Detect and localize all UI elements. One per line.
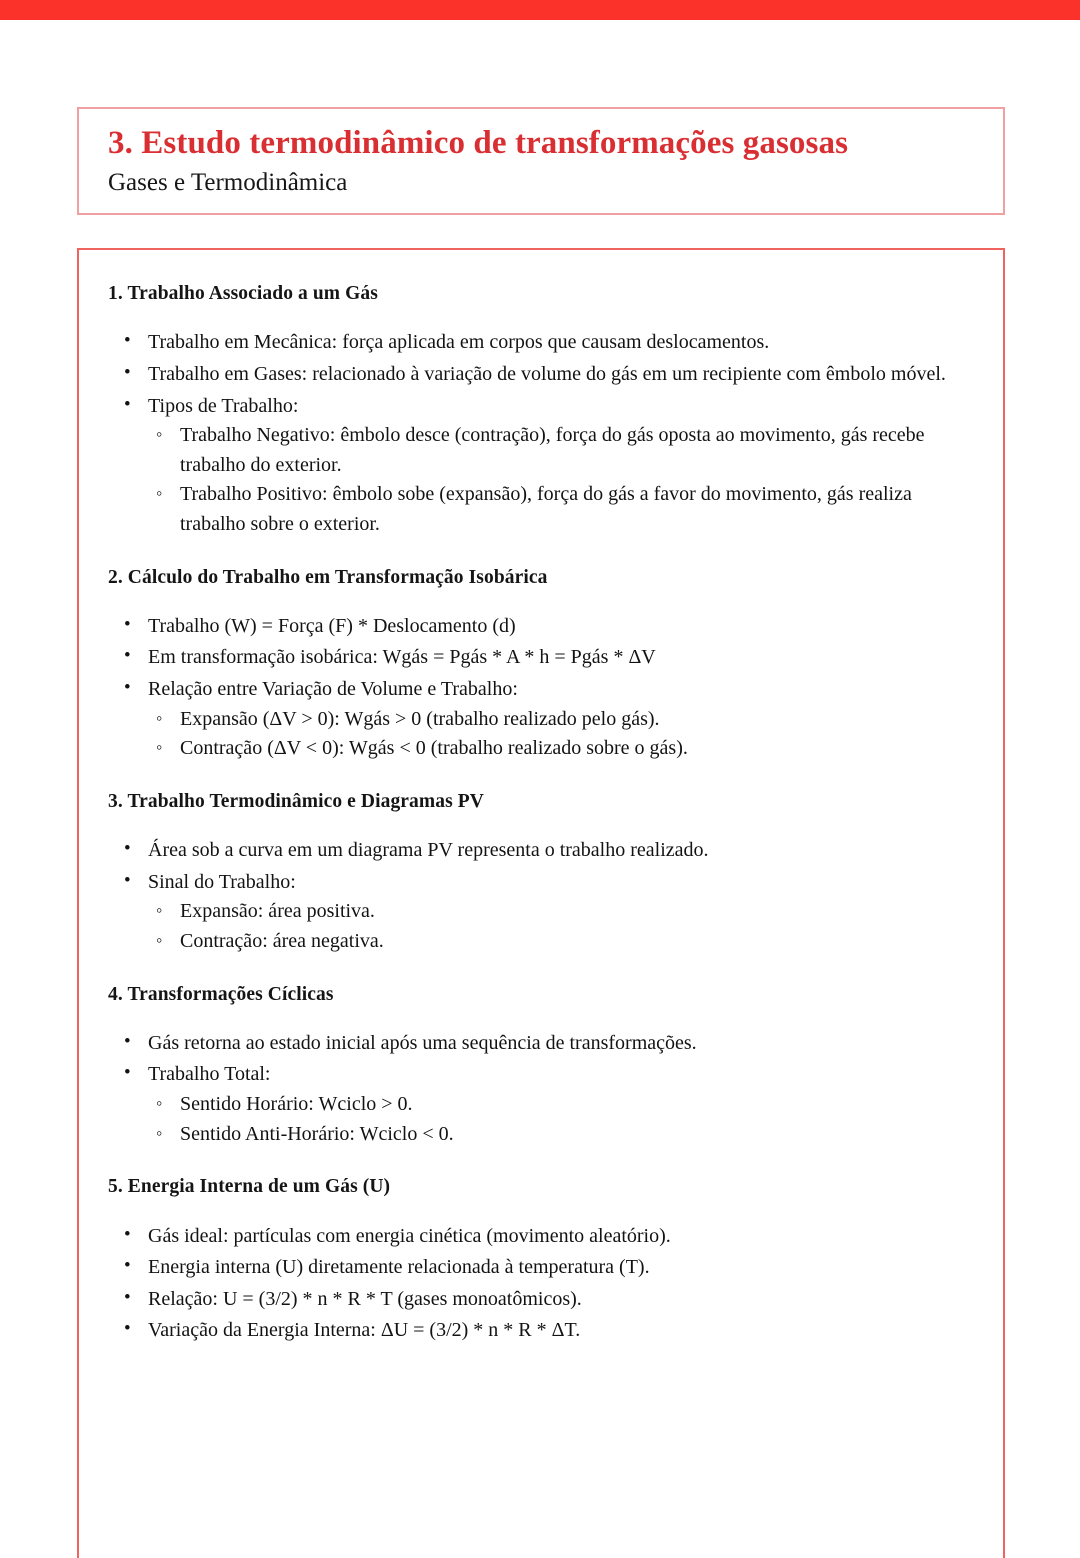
- document-section: [108, 789, 979, 957]
- bullet-list: [108, 612, 979, 764]
- top-accent-bar: [0, 0, 1080, 20]
- sub-list-item: ◦ Contração (ΔV < 0): Wgás < 0 (trabalho realizado sobre o gás).: [148, 734, 979, 764]
- page-title: 3. Estudo termodinâmico de transformações gasosas: [108, 125, 849, 161]
- list-item-text: • Trabalho em Mecânica: força aplicada em corpos que causam deslocamentos.: [148, 328, 979, 358]
- list-item-text: • Gás ideal: partículas com energia cinética (movimento aleatório).: [148, 1222, 979, 1252]
- list-item: [108, 1060, 979, 1149]
- page-subtitle: Gases e Termodinâmica: [108, 169, 348, 197]
- sub-list-item: ◦ Contração: área negativa.: [148, 927, 979, 957]
- list-item: [108, 836, 979, 866]
- section-heading: 3. Trabalho Termodinâmico e Diagramas PV: [108, 790, 484, 812]
- section-heading: 5. Energia Interna de um Gás (U): [108, 1176, 391, 1198]
- list-item: [108, 643, 979, 673]
- list-item: [108, 1222, 979, 1252]
- list-item-text: • Gás retorna ao estado inicial após uma sequência de transformações.: [148, 1029, 979, 1059]
- list-item: [108, 1253, 979, 1283]
- sub-list-item: ◦ Trabalho Positivo: êmbolo sobe (expansão), força do gás a favor do movimento, gás realiza trabalho sobre o exterior.: [148, 480, 979, 539]
- list-item-text: • Relação: U = (3/2) * n * R * T (gases monoatômicos).: [148, 1285, 979, 1315]
- list-item: [108, 328, 979, 358]
- list-item-text: • Energia interna (U) diretamente relacionada à temperatura (T).: [148, 1253, 979, 1283]
- list-item-text: • Sinal do Trabalho:: [148, 868, 979, 898]
- sections-container: [108, 281, 979, 1346]
- document-section: [108, 281, 979, 540]
- bullet-list: [108, 836, 979, 956]
- list-item-text: • Tipos de Trabalho:: [148, 392, 979, 422]
- list-item: [108, 1316, 979, 1346]
- sub-list-item: ◦ Expansão: área positiva.: [148, 897, 979, 927]
- bullet-list: [108, 1222, 979, 1346]
- list-item-text: • Trabalho Total:: [148, 1060, 979, 1090]
- list-item: [108, 612, 979, 642]
- list-item-text: • Trabalho (W) = Força (F) * Deslocamento (d): [148, 612, 979, 642]
- sub-bullet-list: [148, 897, 979, 956]
- list-item-text: • Área sob a curva em um diagrama PV representa o trabalho realizado.: [148, 836, 979, 866]
- sub-bullet-list: [148, 705, 979, 764]
- sub-list-item: ◦ Sentido Horário: Wciclo > 0.: [148, 1090, 979, 1120]
- list-item: [108, 868, 979, 957]
- document-section: [108, 1174, 979, 1346]
- section-heading: 1. Trabalho Associado a um Gás: [108, 283, 378, 304]
- list-item: [108, 392, 979, 540]
- section-heading: 4. Transformações Cíclicas: [108, 983, 334, 1005]
- document-section: [108, 982, 979, 1150]
- sub-list-item: ◦ Trabalho Negativo: êmbolo desce (contração), força do gás oposta ao movimento, gás recebe trabalho do exterior.: [148, 421, 979, 480]
- list-item-text: • Em transformação isobárica: Wgás = Pgás * A * h = Pgás * ΔV: [148, 643, 979, 673]
- bullet-list: [108, 1029, 979, 1149]
- list-item: [108, 1029, 979, 1059]
- list-item: [108, 1285, 979, 1315]
- list-item-text: • Trabalho em Gases: relacionado à variação de volume do gás em um recipiente com êmbolo móvel.: [148, 360, 979, 390]
- section-heading: 2. Cálculo do Trabalho em Transformação Isobárica: [108, 566, 548, 588]
- list-item: [108, 675, 979, 764]
- sub-bullet-list: [148, 421, 979, 539]
- list-item-text: • Relação entre Variação de Volume e Trabalho:: [148, 675, 979, 705]
- sub-list-item: ◦ Sentido Anti-Horário: Wciclo < 0.: [148, 1120, 979, 1150]
- document-section: [108, 565, 979, 764]
- list-item-text: • Variação da Energia Interna: ΔU = (3/2) * n * R * ΔT.: [148, 1316, 979, 1346]
- list-item: [108, 360, 979, 390]
- sub-list-item: ◦ Expansão (ΔV > 0): Wgás > 0 (trabalho realizado pelo gás).: [148, 705, 979, 735]
- bullet-list: [108, 328, 979, 539]
- sub-bullet-list: [148, 1090, 979, 1149]
- content-card: [77, 248, 1005, 1558]
- title-card: [77, 107, 1005, 215]
